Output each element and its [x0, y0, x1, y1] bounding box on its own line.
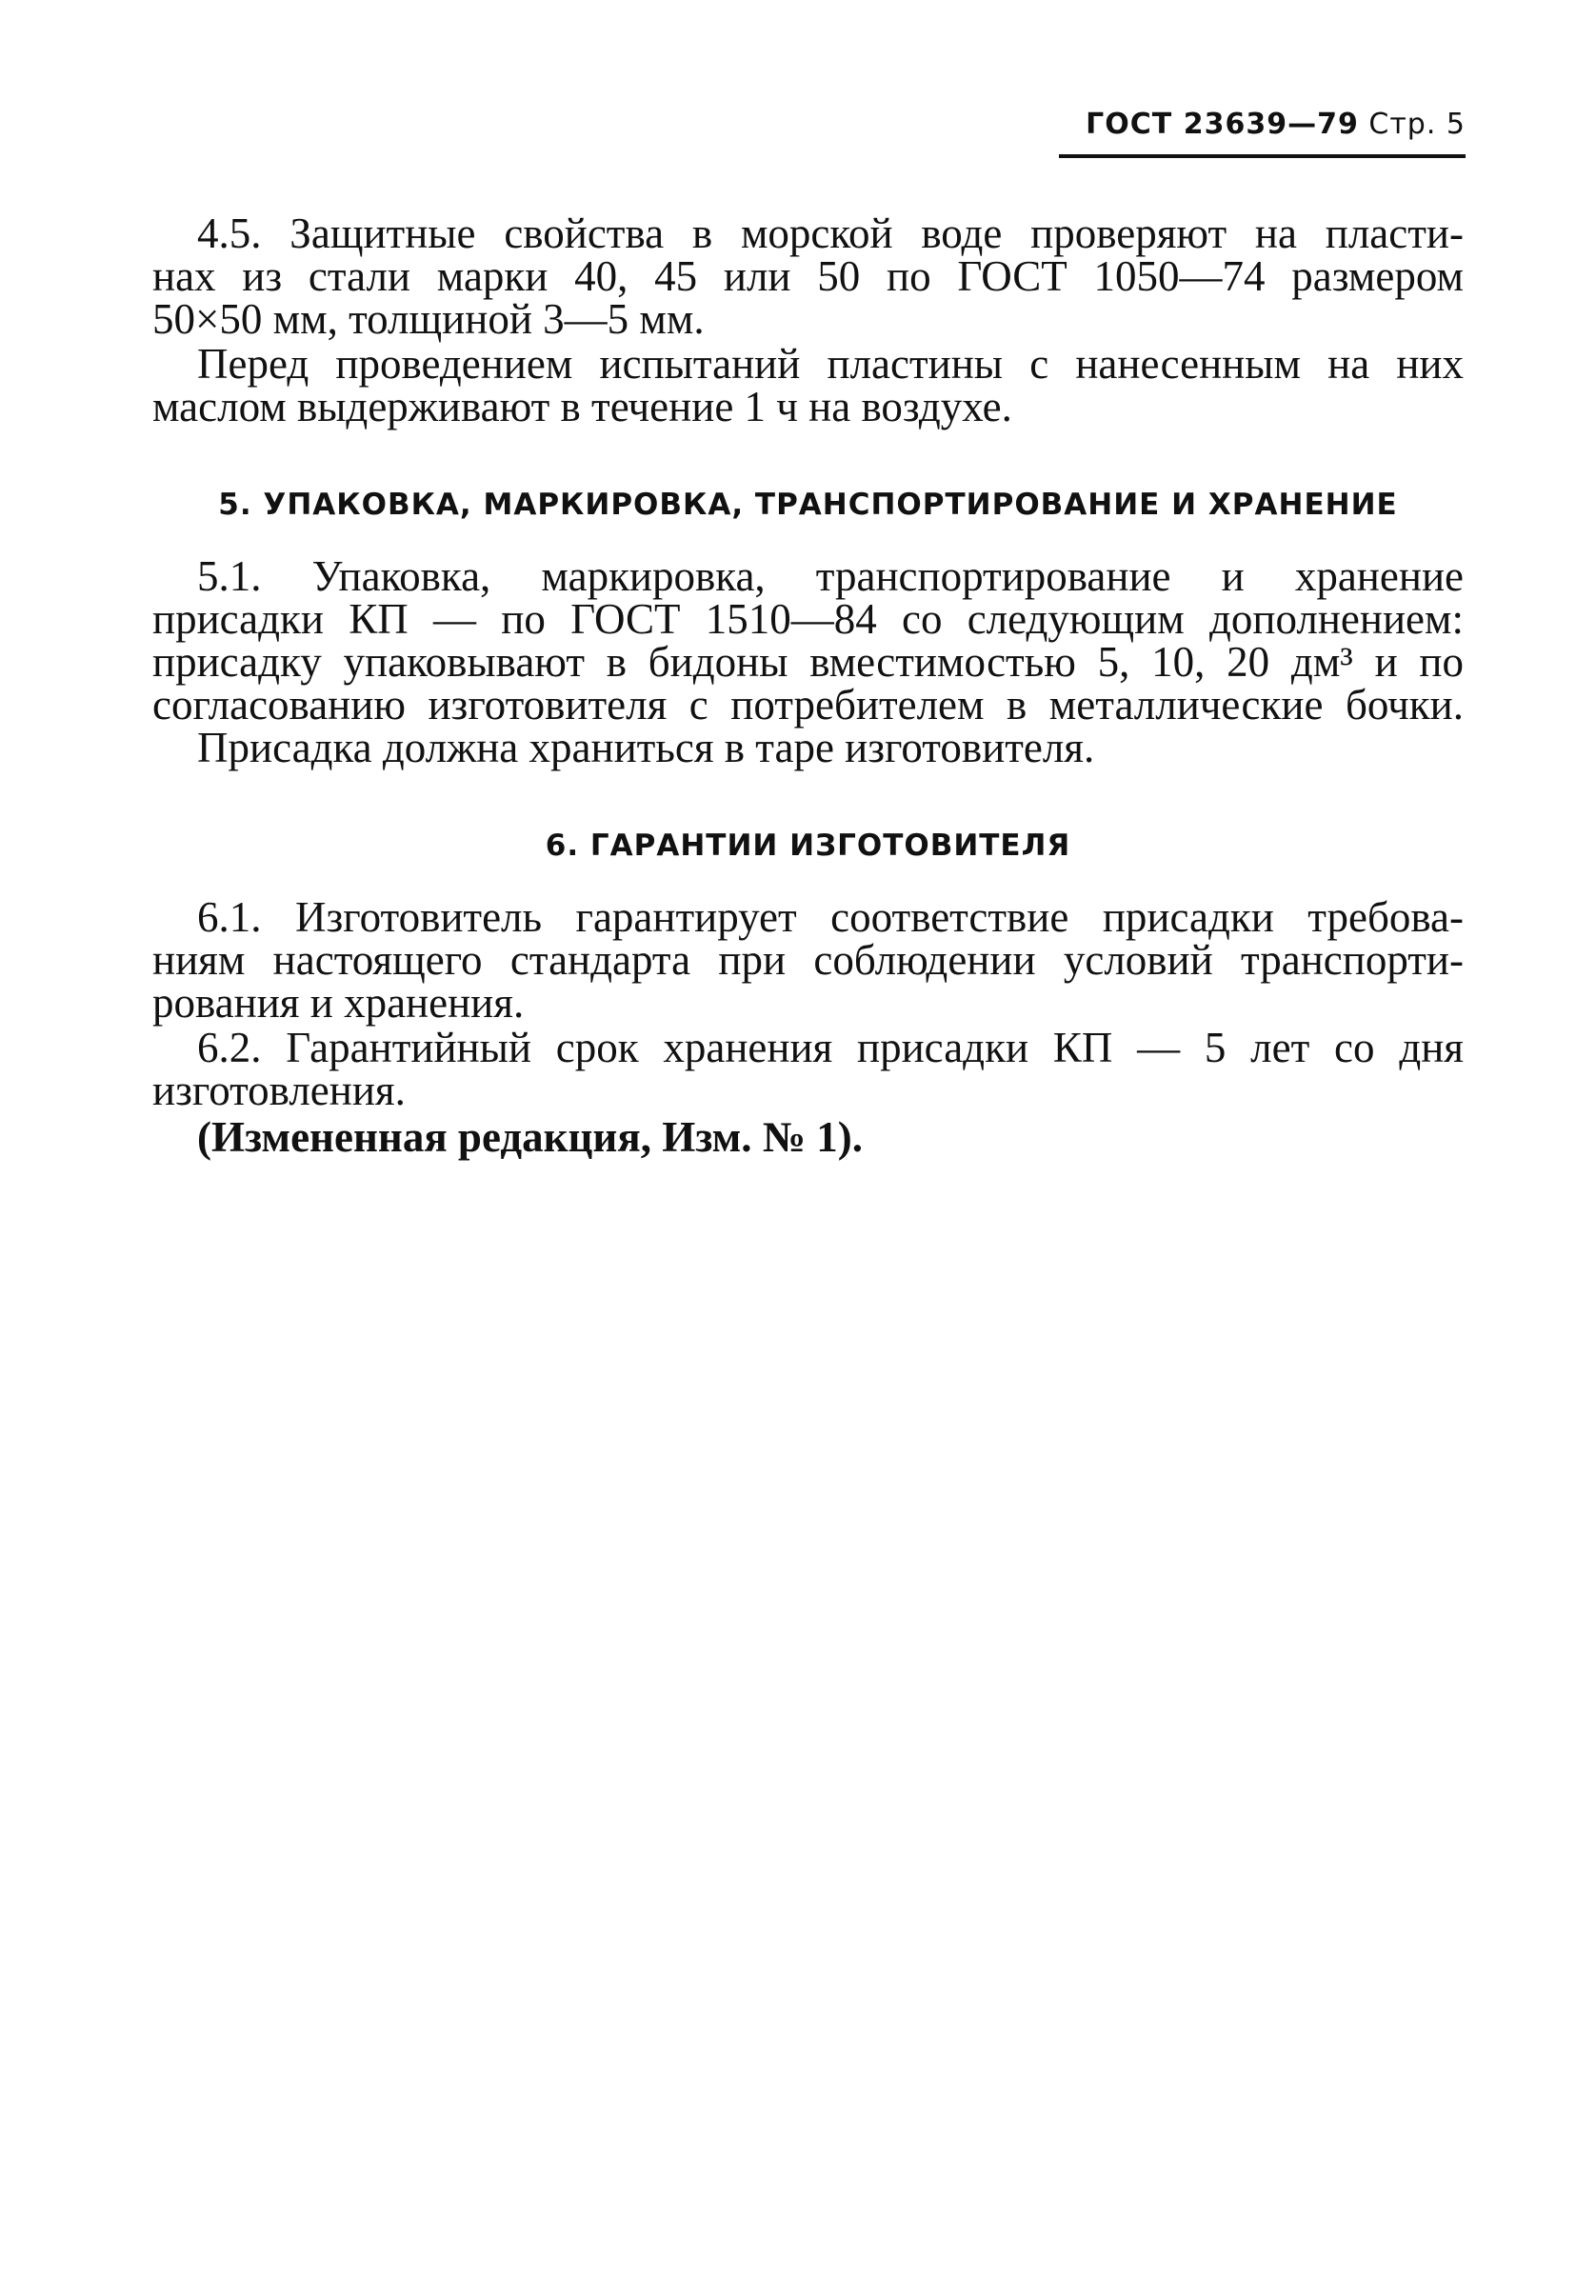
header-rule: [1059, 154, 1466, 158]
running-header: [1086, 108, 1466, 141]
paragraph-4-5b-line-1: Перед проведением испытаний пластины с нанесенным на них: [197, 340, 1464, 388]
standard-number: ГОСТ 23639—79: [1086, 108, 1359, 141]
paragraph-6-1-line-3: рования и хранения.: [152, 979, 525, 1027]
amendment-note: (Измененная редакция, Изм. № 1).: [197, 1113, 864, 1161]
paragraph-6-1-line-2: ниям настоящего стандарта при соблюдении условий транспорти-: [152, 936, 1464, 984]
paragraph-6-2-line-2: изготовления.: [152, 1067, 406, 1114]
paragraph-4-5-line-1: 4.5. Защитные свойства в морской воде проверяют на пласти-: [197, 210, 1464, 257]
paragraph-4-5b-line-2: маслом выдерживают в течение 1 ч на воздухе.: [152, 383, 1012, 430]
paragraph-5-1b: Присадка должна храниться в таре изготовителя.: [197, 724, 1095, 771]
paragraph-5-1-line-3: присадку упаковывают в бидоны вместимостью 5, 10, 20 дм³ и по: [152, 638, 1464, 686]
paragraph-4-5-line-3: 50×50 мм, толщиной 3—5 мм.: [152, 295, 705, 343]
page-number: Стр. 5: [1368, 108, 1466, 141]
paragraph-4-5-line-2: нах из стали марки 40, 45 или 50 по ГОСТ 1050—74 размером: [152, 252, 1464, 300]
paragraph-5-1-line-4: согласованию изготовителя с потребителем в металлические бочки.: [152, 681, 1464, 729]
paragraph-5-1-line-2: присадки КП — по ГОСТ 1510—84 со следующим дополнением:: [152, 595, 1464, 643]
section-6-heading: 6. ГАРАНТИИ ИЗГОТОВИТЕЛЯ: [545, 829, 1071, 863]
paragraph-5-1-line-1: 5.1. Упаковка, маркировка, транспортирование и хранение: [197, 552, 1464, 600]
paragraph-6-2-line-1: 6.2. Гарантийный срок хранения присадки КП — 5 лет со дня: [197, 1024, 1464, 1071]
paragraph-6-1-line-1: 6.1. Изготовитель гарантирует соответствие присадки требова-: [197, 893, 1464, 941]
section-5-heading: 5. УПАКОВКА, МАРКИРОВКА, ТРАНСПОРТИРОВАНИЕ И ХРАНЕНИЕ: [218, 488, 1398, 522]
